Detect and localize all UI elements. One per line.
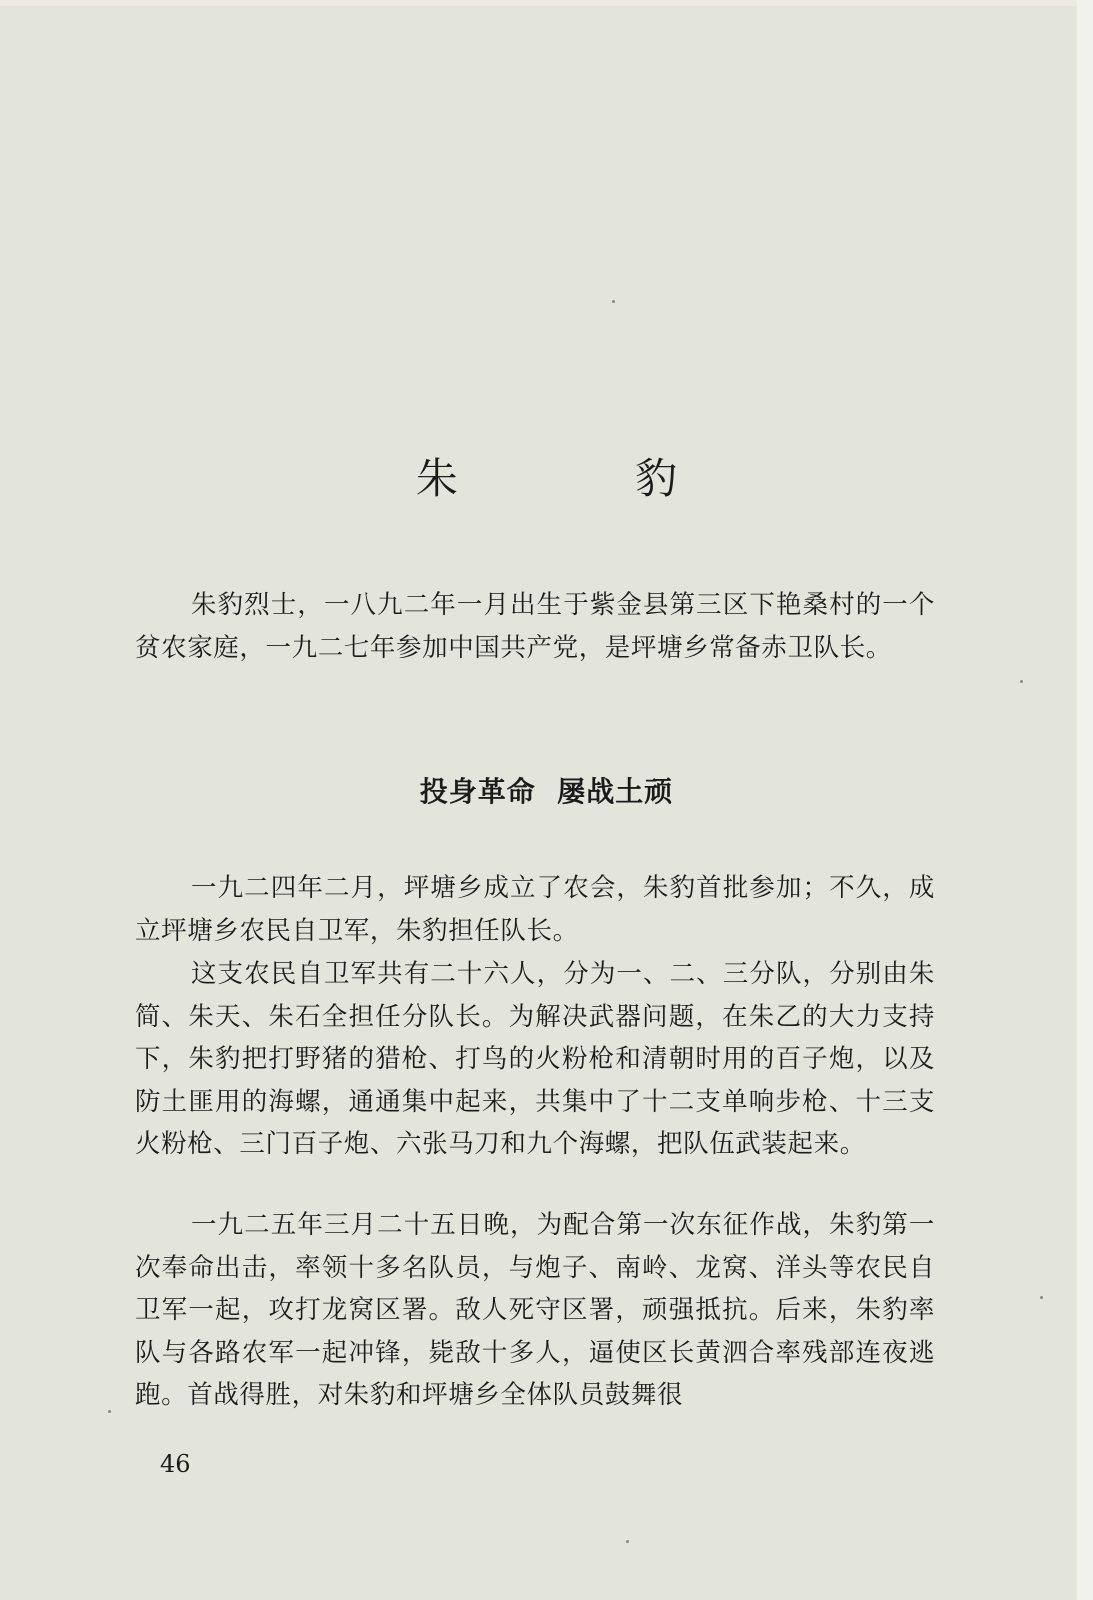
page-title: 朱 豹 xyxy=(415,454,760,504)
intro-paragraph: 朱豹烈士，一八九二年一月出生于紫金县第三区下艳桑村的一个贫农家庭，一九二七年参加中国共产党，是坪塘乡常备赤卫队长。 xyxy=(135,590,935,663)
page-number: 46 xyxy=(160,1450,191,1478)
page-top-edge xyxy=(0,0,1093,6)
paper-speck xyxy=(108,1410,111,1413)
body-paragraph-1: 一九二四年二月，坪塘乡成立了农会，朱豹首批参加；不久，成立坪塘乡农民自卫军，朱豹担任队长。 xyxy=(135,873,935,946)
body-paragraph-3: 一九二五年三月二十五日晚，为配合第一次东征作战，朱豹第一次奉命出击，率领十多名队员，与炮子、南岭、龙窝、洋头等农民自卫军一起，攻打龙窝区署。敌人死守区署，顽强抵抗。后来，朱豹率队与各路农军一起冲锋，毙敌十多人，逼使区长黄泗合率残部连夜逃跑。首战得胜，对朱豹和坪塘乡全体队员鼓舞很 xyxy=(135,1210,935,1410)
paper-speck xyxy=(1040,1296,1043,1299)
paper-speck xyxy=(612,300,615,303)
paper-speck xyxy=(1020,680,1023,683)
paper-speck xyxy=(626,1540,629,1543)
body-paragraph-2: 这支农民自卫军共有二十六人，分为一、二、三分队，分别由朱简、朱天、朱石全担任分队长。为解决武器问题，在朱乙的大力支持下，朱豹把打野猪的猎枪、打鸟的火粉枪和清朝时用的百子炮，以及防土匪用的海螺，通通集中起来，共集中了十二支单响步枪、十三支火粉枪、三门百子炮、六张马刀和九个海螺，把队伍武装起来。 xyxy=(135,959,935,1159)
section-heading: 投身革命 屡战土顽 xyxy=(419,775,674,808)
